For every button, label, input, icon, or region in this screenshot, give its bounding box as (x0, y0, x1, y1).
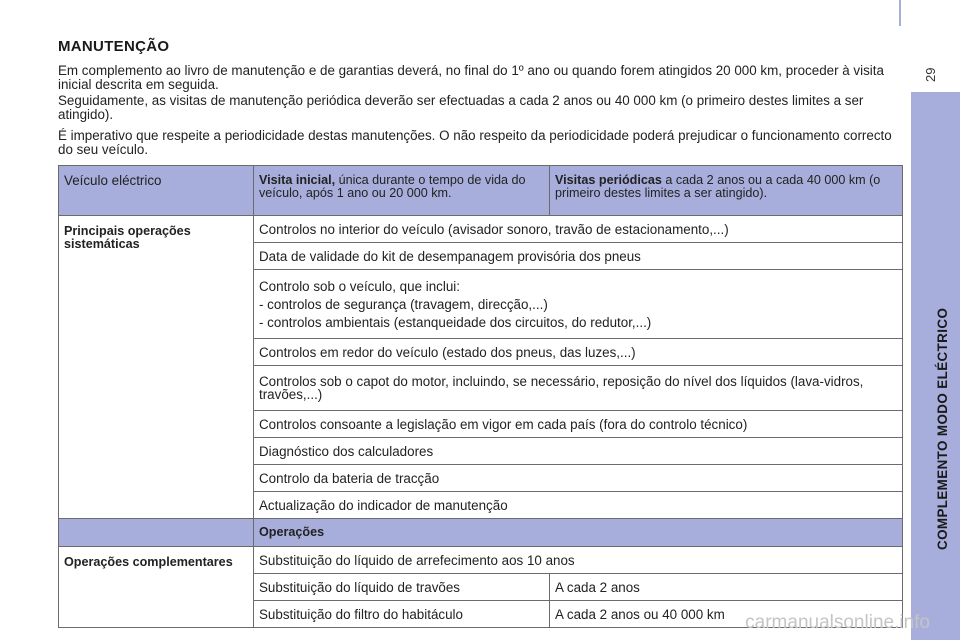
table-row (59, 216, 903, 243)
header-periodic-visits-bold: Visitas periódicas (555, 173, 662, 187)
intro-paragraph-2: Seguidamente, as visitas de manutenção periódica deverão ser efectuadas a cada 2 anos ou 40 000 km (o primeiro destes limites a ser atingido). (58, 93, 864, 122)
header-initial-visit-text: única durante o tempo de vida do veículo, após 1 ano ou 20 000 km. (259, 173, 526, 200)
table-row (59, 547, 903, 574)
header-initial-visit (254, 166, 550, 216)
top-rule (899, 0, 901, 26)
table-cell-operation: Substituição do filtro do habitáculo (254, 601, 550, 628)
page-title: MANUTENÇÃO (58, 38, 170, 55)
watermark: carmanualsonline.info (745, 612, 930, 633)
header-vehicle: Veículo eléctrico (59, 166, 254, 216)
section-header-row (59, 519, 903, 547)
chapter-title: COMPLEMENTO MODO ELÉCTRICO (935, 307, 950, 550)
table-cell: Controlos em redor do veículo (estado dos pneus, das luzes,...) (254, 339, 903, 366)
section-header-operations: Operações (254, 519, 903, 547)
header-periodic-visits-text: a cada 2 anos ou a cada 40 000 km (o primeiro destes limites a ser atingido). (555, 173, 881, 200)
table-cell: Controlo da bateria de tracção (254, 465, 903, 492)
group-label-systematic: Principais operações sistemáticas (59, 216, 254, 519)
table-cell: Controlos consoante a legislação em vigor em cada país (fora do controlo técnico) (254, 411, 903, 438)
cell-bullet: - controlos ambientais (estanqueidade dos circuitos, do redutor,...) (259, 314, 652, 330)
intro-paragraph-3: É imperativo que respeite a periodicidade destas manutenções. O não respeito da periodicidade poderá prejudicar o funcionamento correcto do seu veículo. (58, 128, 892, 157)
table-cell-interval: A cada 2 anos ou 40 000 km (550, 601, 903, 628)
table-header-row (59, 166, 903, 216)
section-header-empty (59, 519, 254, 547)
table-cell: Controlos sob o capot do motor, incluindo, se necessário, reposição do nível dos líquidos (lava-vidros, travões,...) (254, 366, 903, 411)
intro-paragraph-1: Em complemento ao livro de manutenção e de garantias deverá, no final do 1º ano ou quando forem atingidos 20 000 km, proceder à visita inicial descrita em seguida. (58, 63, 884, 92)
cell-bullet: - controlos de segurança (travagem, direcção,...) (259, 296, 548, 312)
header-periodic-visits (550, 166, 903, 216)
page-number: 29 (923, 67, 938, 82)
table-cell: Diagnóstico dos calculadores (254, 438, 903, 465)
table-cell: Data de validade do kit de desempanagem provisória dos pneus (254, 243, 903, 270)
cell-line: Controlo sob o veículo, que inclui: (259, 278, 460, 294)
table-cell-operation: Substituição do líquido de travões (254, 574, 550, 601)
table-cell: Substituição do líquido de arrefecimento aos 10 anos (254, 547, 903, 574)
table-cell: Controlos no interior do veículo (avisador sonoro, travão de estacionamento,...) (254, 216, 903, 243)
group-label-complementary: Operações complementares (59, 547, 254, 628)
table-cell: Actualização do indicador de manutenção (254, 492, 903, 519)
table-cell-interval: A cada 2 anos (550, 574, 903, 601)
maintenance-table (58, 165, 903, 628)
table-cell-multiline (254, 270, 903, 339)
header-initial-visit-bold: Visita inicial, (259, 173, 336, 187)
